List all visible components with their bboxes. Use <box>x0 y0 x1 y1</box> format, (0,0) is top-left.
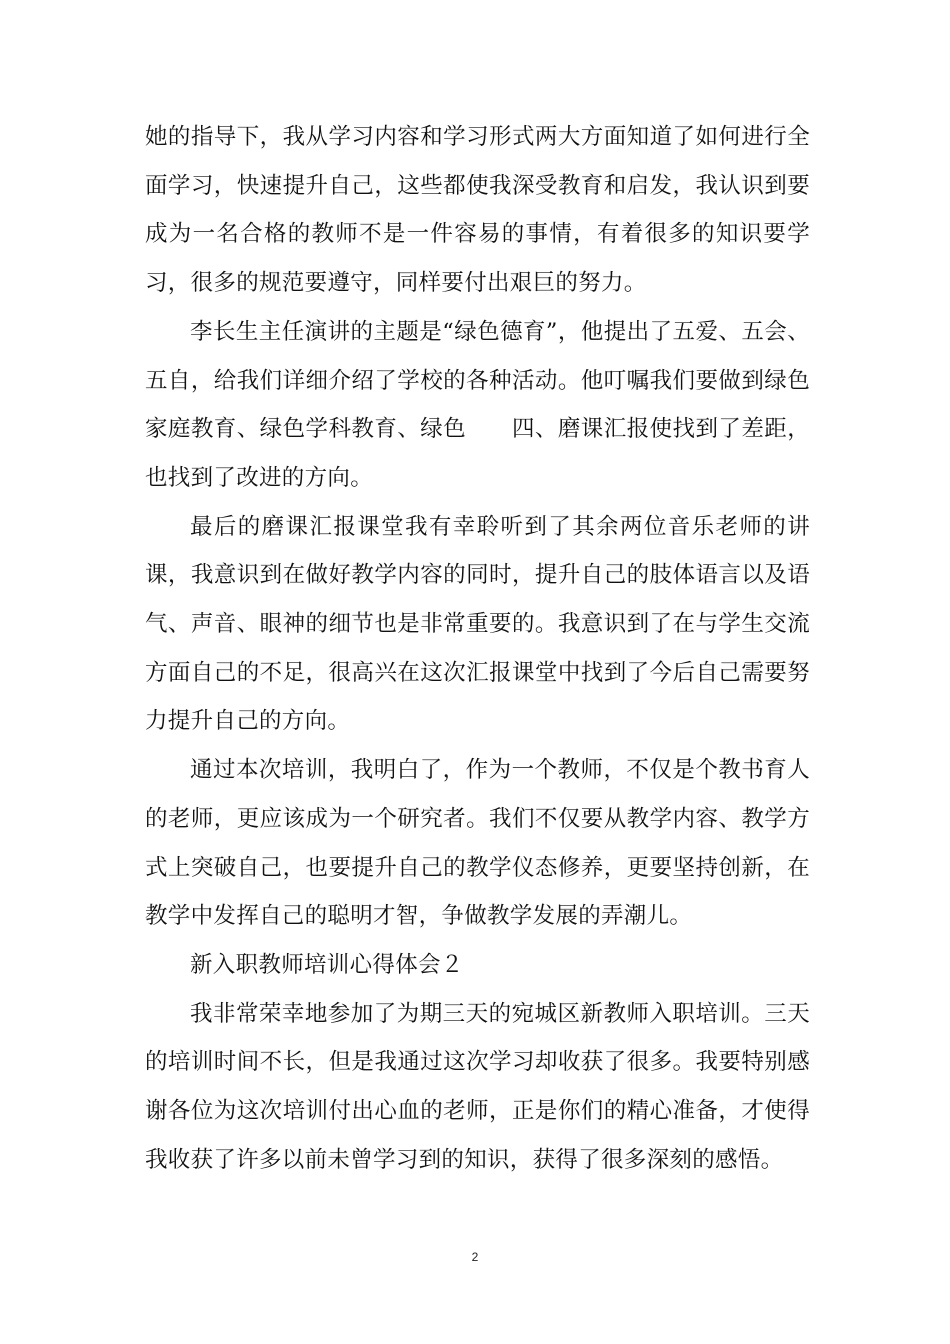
paragraph-2: 李长生主任演讲的主题是“绿色德育”，他提出了五爱、五会、五自，给我们详细介绍了学校的各种活动。他叮嘱我们要做到绿色家庭教育、绿色学科教育、绿色 四、磨课汇报使找到了差距，也找到了改进的方向。 <box>145 318 810 491</box>
paragraph-1: 她的指导下，我从学习内容和学习形式两大方面知道了如何进行全面学习，快速提升自己，这些都使我深受教育和启发，我认识到要成为一名合格的教师不是一件容易的事情，有着很多的知识要学习，很多的规范要遵守，同样要付出艰巨的努力。 <box>145 124 810 297</box>
document-body <box>145 113 810 1184</box>
page-number: 2 <box>471 1250 479 1264</box>
paragraph-5: 我非常荣幸地参加了为期三天的宛城区新教师入职培训。三天的培训时间不长，但是我通过这次学习却收获了很多。我要特别感谢各位为这次培训付出心血的老师，正是你们的精心准备，才使得我收获了许多以前未曾学习到的知识，获得了很多深刻的感悟。 <box>145 1000 810 1173</box>
paragraph-3: 最后的磨课汇报课堂我有幸聆听到了其余两位音乐老师的讲课，我意识到在做好教学内容的同时，提升自己的肢体语言以及语气、声音、眼神的细节也是非常重要的。我意识到了在与学生交流方面自己的不足，很高兴在这次汇报课堂中找到了今后自己需要努力提升自己的方向。 <box>145 513 810 735</box>
section-heading: 新入职教师培训心得体会２ <box>190 951 464 978</box>
paragraph-4: 通过本次培训，我明白了，作为一个教师，不仅是个教书育人的老师，更应该成为一个研究者。我们不仅要从教学内容、教学方式上突破自己，也要提升自己的教学仪态修养，更要坚持创新，在教学中发挥自己的聪明才智，争做教学发展的弄潮儿。 <box>145 757 810 930</box>
